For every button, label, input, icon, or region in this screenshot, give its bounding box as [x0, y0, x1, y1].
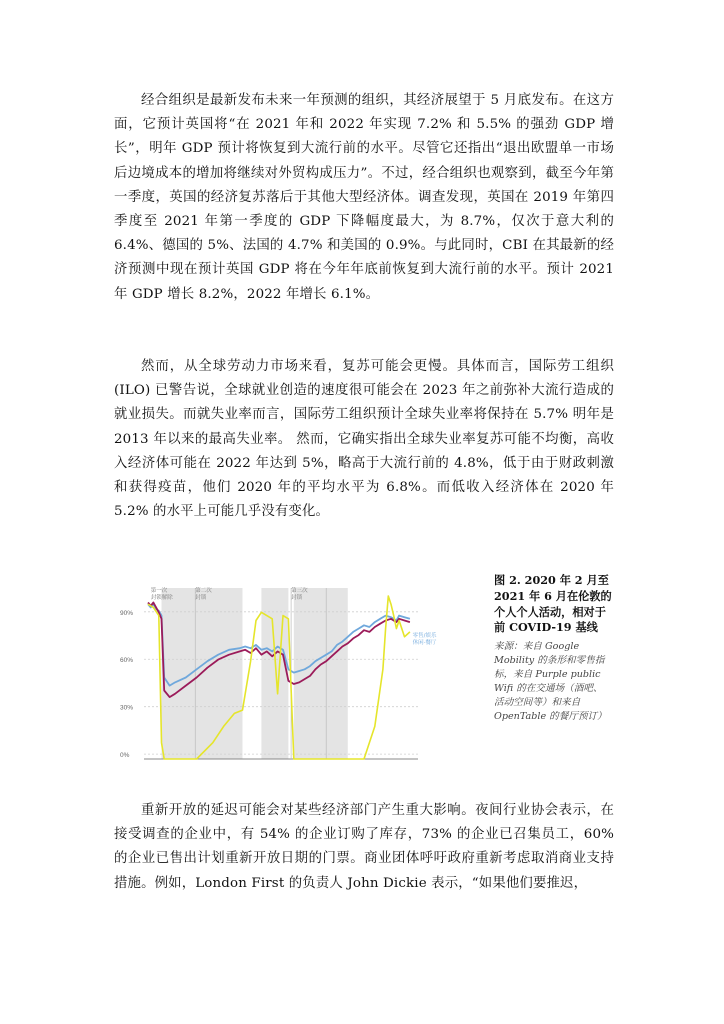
- figure-caption-source: [494, 640, 612, 724]
- annotation-3: 零售/娱乐休闲·餐厅: [412, 633, 437, 646]
- annotation-0: 第一次封锁解除: [150, 588, 173, 601]
- shaded-period-2: [294, 588, 348, 759]
- mobility-chart-svg: [118, 576, 437, 772]
- figure-caption: [494, 573, 612, 724]
- annotation-1: 第二次封锁: [195, 588, 212, 601]
- paragraph-oecd-forecast: 经合组织是最新发布未来一年预测的组织，其经济展望于 5 月底发布。在这方面，它预计英国将“在 2021 年和 2022 年实现 7.2% 和 5.5% 的强劲 GDP 增长”，明年 GDP 预计将恢复到大流行前的水平。尽管它还指出“退出欧盟单一市场后边境成本的增加将继续对外贸构成压力”。不过，经合组织也观察到，截至今年第一季度，英国的经济复苏落后于其他大型经济体。调查发现，英国在 2019 年第四季度至 2021 年第一季度的 GDP 下降幅度最大，为 8.7%，仅次于意大利的 6.4%、德国的 5%、法国的 4.7% 和美国的 0.9%。与此同时，CBI 在其最新的经济预测中现在预计英国 GDP 将在今年年底前恢复到大流行前的水平。预计 2021 年 GDP 增长 8.2%，2022 年增长 6.1%。: [114, 93, 614, 302]
- y-tick-label-1: 60%: [120, 657, 134, 665]
- figure-caption-title: 图 2. 2020 年 2 月至 2021 年 6 月在伦敦的个人个人活动，相对于前 COVID-19 基线: [494, 573, 612, 635]
- y-tick-label-2: 30%: [120, 704, 134, 712]
- shaded-period-1: [261, 588, 288, 759]
- annotation-2: 第三次封锁: [291, 588, 308, 601]
- paragraph-ilo-labour-market: 然而，从全球劳动力市场来看，复苏可能会更慢。具体而言，国际劳工组织 (ILO) 已警告说，全球就业创造的速度很可能会在 2023 年之前弥补大流行造成的就业损失。而就失业率而言，国际劳工组织预计全球失业率将保持在 5.7% 明年是 2013 年以来的最高失业率。 然而，它确实指出全球失业率复苏可能不均衡，高收入经济体可能在 2022 年达到 5%，略高于大流行前的 4.8%，低于由于财政刺激和获得疫苗，他们 2020 年的平均水平为 6.8%。而低收入经济体在 2020 年 5.2% 的水平上可能几乎没有变化。: [114, 359, 614, 520]
- mobility-chart: [118, 576, 437, 772]
- y-tick-label-3: 0%: [120, 752, 130, 760]
- y-tick-label-0: 90%: [120, 609, 134, 617]
- figure-caption-source-text: 来源：来自 Google Mobility 的条形和零售指标，来自 Purple public Wifi 的在交通场（酒吧、活动空间等）和来自 OpenTable 的餐厅预订）: [494, 641, 607, 723]
- paragraph-reopening-delay: 重新开放的延迟可能会对某些经济部门产生重大影响。夜间行业协会表示，在接受调查的企业中，有 54% 的企业订购了库存，73% 的企业已召集员工，60% 的企业已售出计划重新开放日期的门票。商业团体呼吁政府重新考虑取消商业支持措施。例如，London First 的负责人 John Dickie 表示，“如果他们要推迟，: [114, 803, 614, 891]
